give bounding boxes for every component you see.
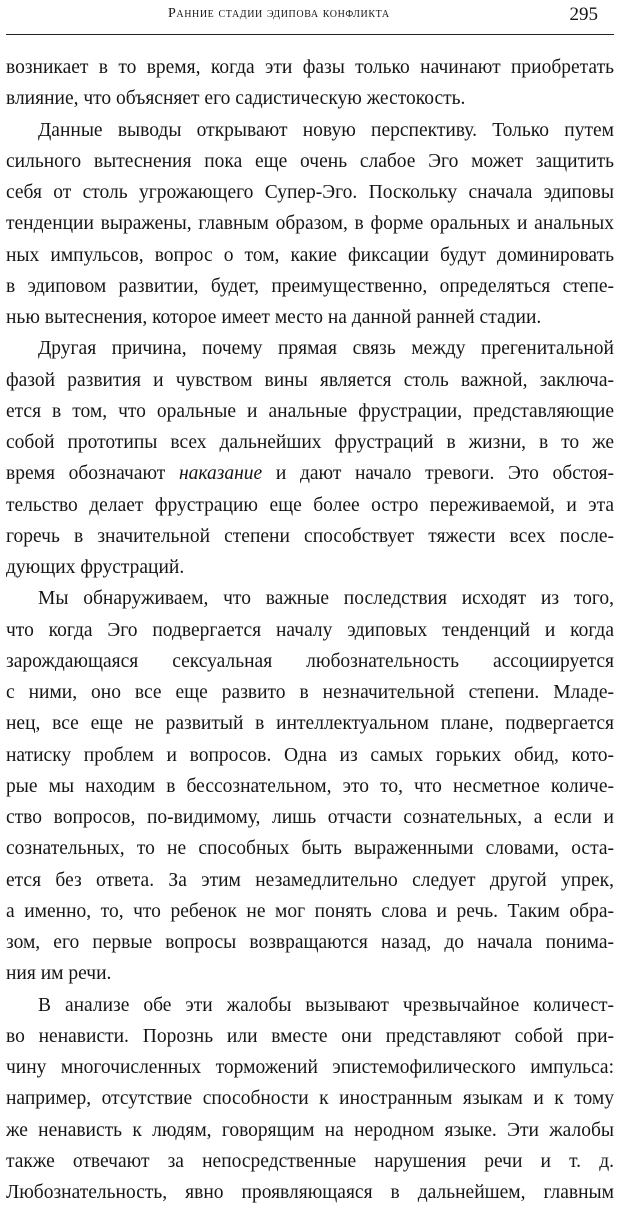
text-line: с ними, оно все еще развито в незначительной степени. Младе- <box>6 682 614 703</box>
text-line: чину многочисленных торможений эпистемофилического импульса: <box>6 1057 614 1078</box>
text-line: же ненависть к людям, говорящим на неродном языке. Эти жалобы <box>6 1119 614 1141</box>
text-line: ных импульсов, вопрос о том, какие фиксации будут доминировать <box>6 244 614 266</box>
text-line: В анализе обе эти жалобы вызывают чрезвычайное количест- <box>38 994 614 1016</box>
running-title: Ранние стадии эдипова конфликта <box>168 6 390 21</box>
text-line: влияние, что объясняет его садистическую жестокость. <box>6 88 466 110</box>
text-line: Данные выводы открывают новую перспективу. Только путем <box>38 119 614 141</box>
text-line: что когда Эго подвергается началу эдиповых тенденций и когда <box>6 619 614 641</box>
body-text <box>6 52 614 1208</box>
text-line: ется в том, что оральные и анальные фрустрации, представляющие <box>6 400 614 422</box>
text-line: например, отсутствие способности к иностранным языкам и к тому <box>6 1088 614 1110</box>
text-line: дующих фрустраций. <box>6 557 185 578</box>
text-line: рые мы находим в бессознательном, это то, что несметное количе- <box>6 775 614 797</box>
text-line: Любознательность, явно проявляющаяся в дальнейшем, главным <box>6 1182 614 1203</box>
text-line: ство вопросов, по-видимому, лишь отчасти сознательных, а если и <box>6 807 614 828</box>
text-line: фазой развития и чувством вины является столь важной, заключа- <box>6 369 614 391</box>
running-header <box>0 0 620 50</box>
emphasized-word: наказание <box>178 463 263 485</box>
text-line: а именно, то, что ребенок не мог понять слова и речь. Таким обра- <box>6 900 614 922</box>
header-rule <box>6 34 614 35</box>
text-line: горечь в значительной степени способствует тяжести всех после- <box>6 525 614 547</box>
text-line: во ненависти. Порознь или вместе они представляют собой при- <box>6 1025 614 1047</box>
text-line: ется без ответа. За этим незамедлительно следует другой упрек, <box>6 869 614 891</box>
text-line: Другая причина, почему прямая связь между прегенитальной <box>38 338 614 360</box>
text-line: также отвечают за непосредственные нарушения речи и т. д. <box>6 1150 614 1172</box>
text-line: возникает в то время, когда эти фазы только начинают приобретать <box>6 57 614 78</box>
text-line: зарождающаяся сексуальная любознательность ассоциируется <box>6 650 614 672</box>
text-line: сознательных, то не способных быть выраженными словами, оста- <box>6 838 614 860</box>
text-line: в эдиповом развитии, будет, преимущественно, определяться степе- <box>6 275 614 297</box>
text-line: время обозначают наказание и дают начало тревоги. Это обстоя- <box>6 463 614 485</box>
text-line: ния им речи. <box>6 963 112 985</box>
text-line: зом, его первые вопросы возвращаются назад, до начала понима- <box>6 932 614 953</box>
text-line: сильного вытеснения пока еще очень слабое Эго может защитить <box>6 150 614 172</box>
text-line: себя от столь угрожающего Супер-Эго. Поскольку сначала эдиповы <box>6 182 614 203</box>
text-line: натиску проблем и вопросов. Одна из самых горьких обид, кото- <box>6 744 614 766</box>
text-line: нью вытеснения, которое имеет место на данной ранней стадии. <box>6 307 542 328</box>
page-number: 295 <box>569 4 598 25</box>
text-line: Мы обнаруживаем, что важные последствия исходят из того, <box>38 588 614 610</box>
text-line: тельство делает фрустрацию еще более остро переживаемой, и эта <box>6 494 614 516</box>
text-line: нец, все еще не развитый в интеллектуальном плане, подвергается <box>6 713 614 735</box>
text-line: собой прототипы всех дальнейших фрустраций в жизни, в то же <box>6 432 614 453</box>
text-line: тенденции выражены, главным образом, в форме оральных и анальных <box>6 213 614 235</box>
